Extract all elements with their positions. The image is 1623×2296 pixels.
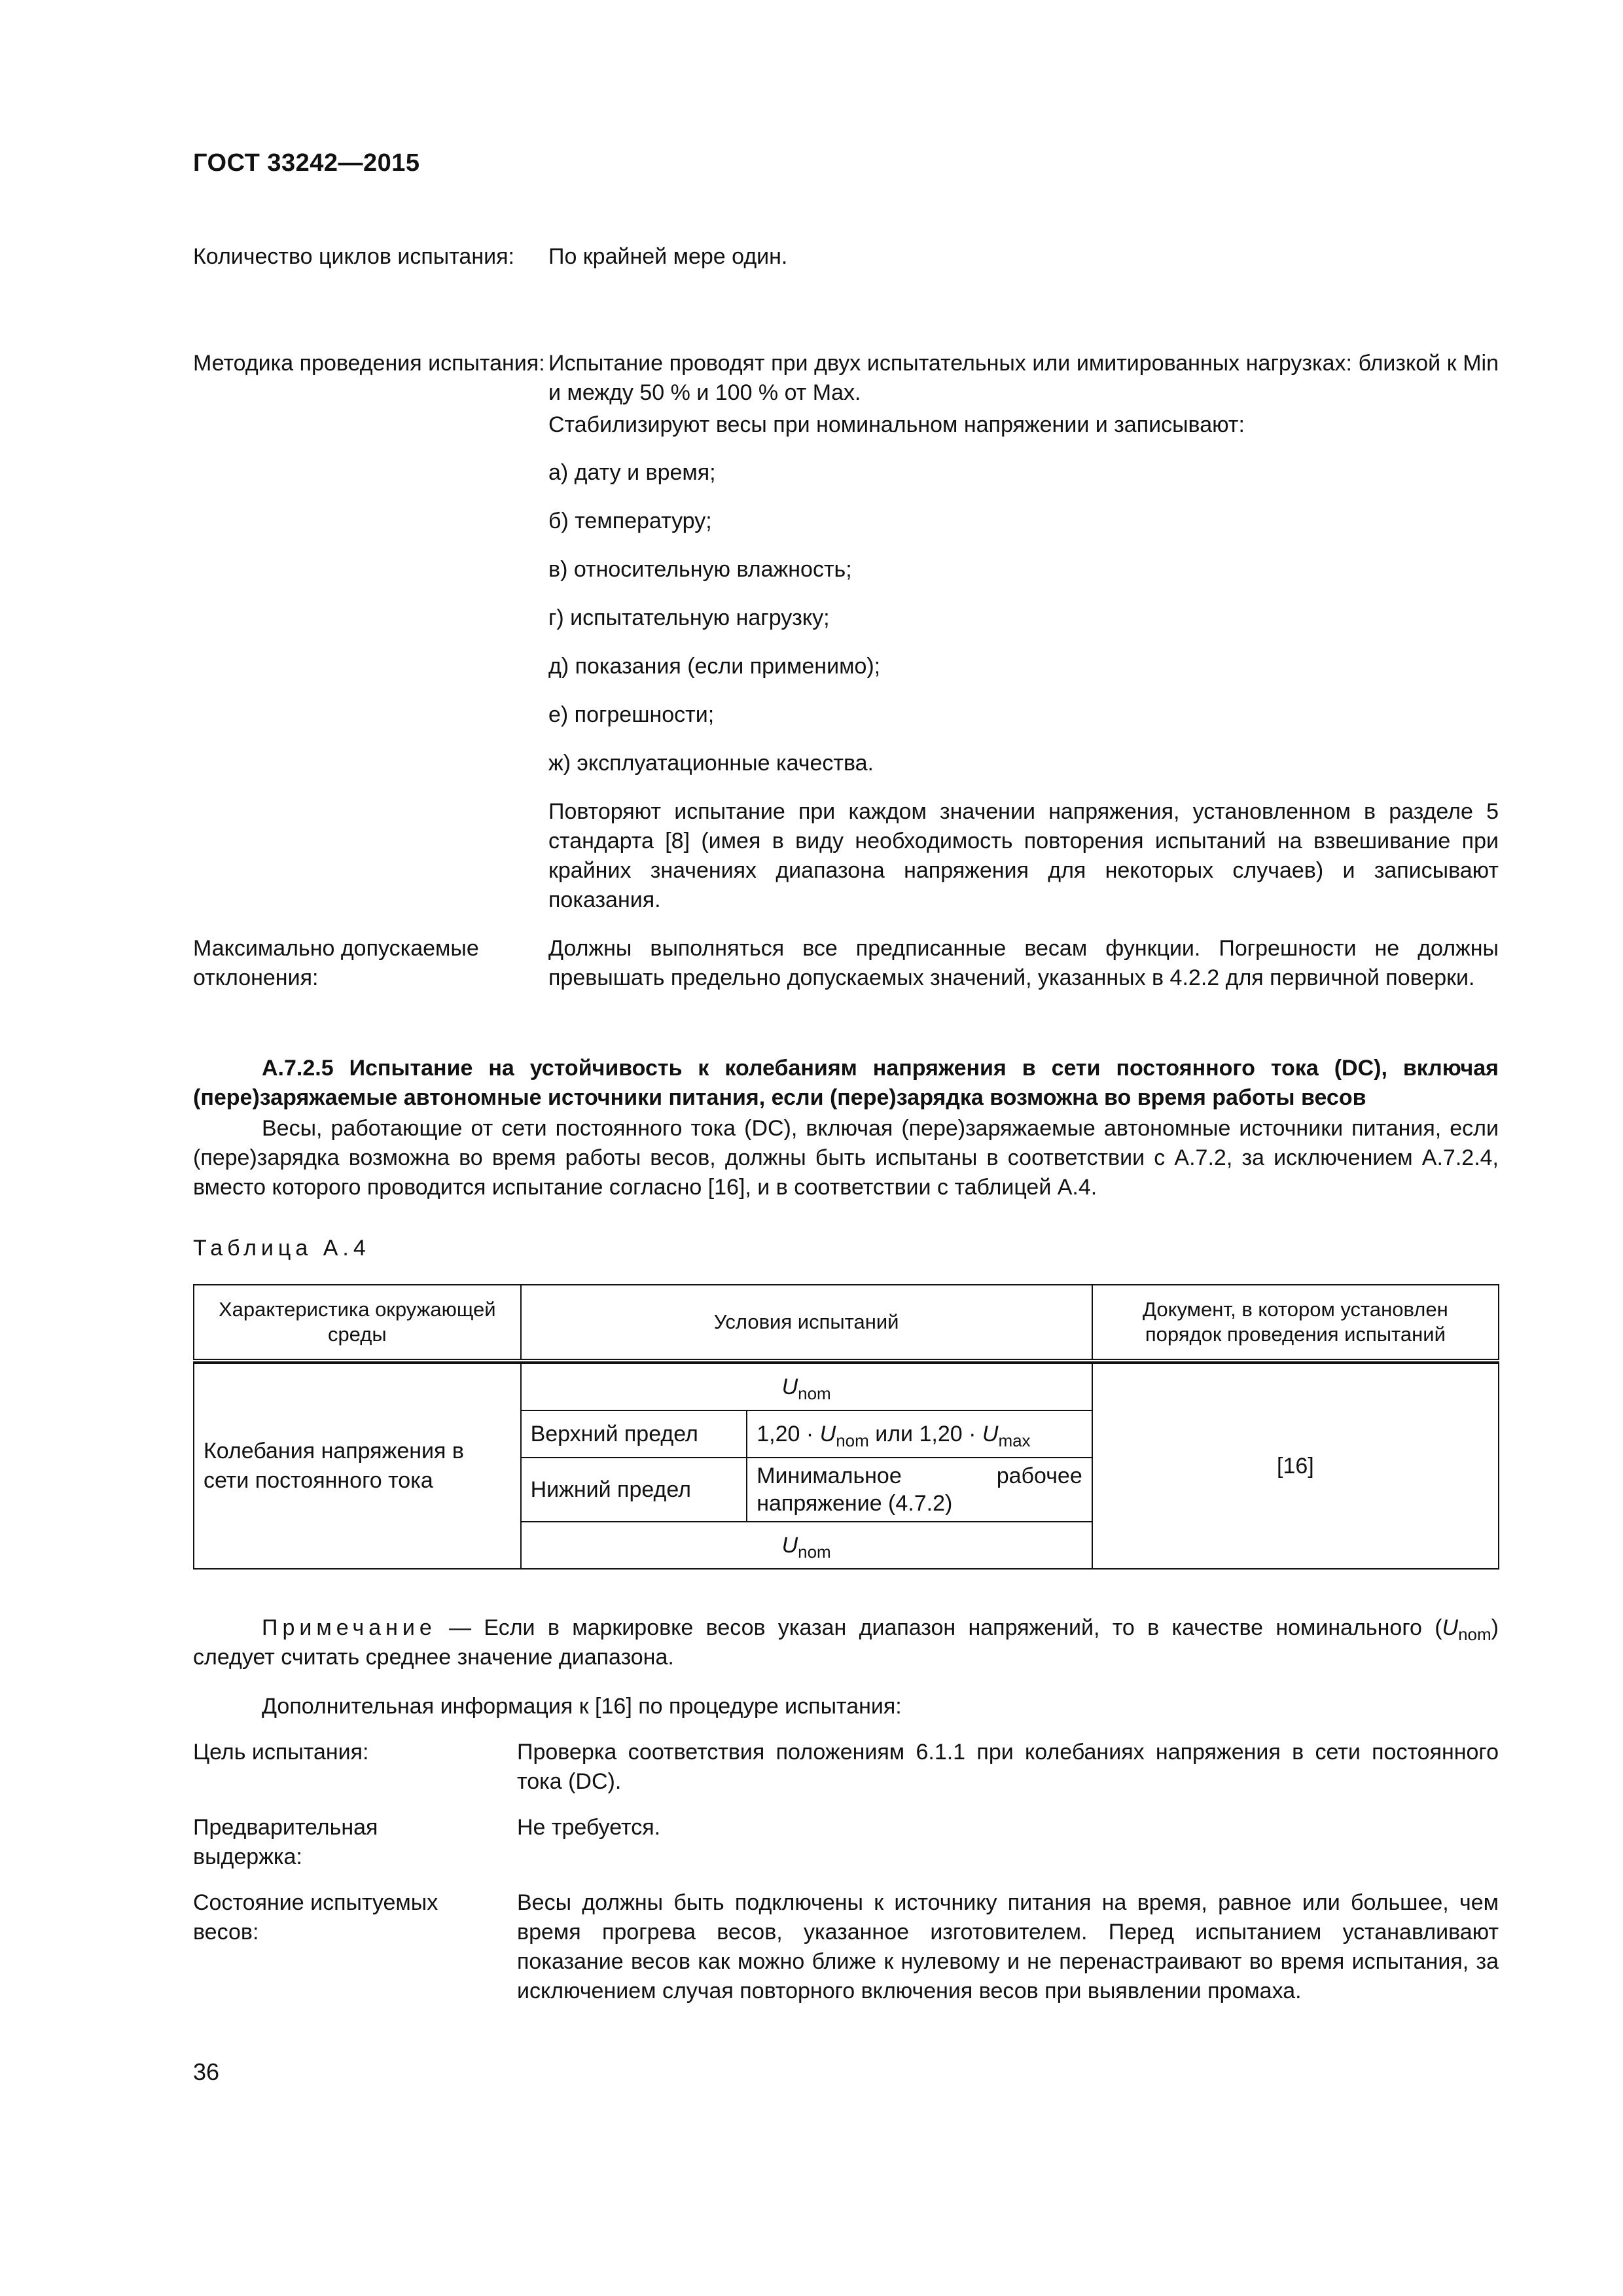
table-cell-upper-limit-label: Верхний предел — [521, 1410, 747, 1458]
cycles-label: Количество циклов испытания: — [193, 244, 514, 269]
document-header: ГОСТ 33242—2015 — [193, 149, 420, 177]
table-caption: Таблица А.4 — [193, 1236, 370, 1261]
table-cell-unom-bottom: $U_{nom}$ — [521, 1522, 1092, 1569]
section-text: Весы, работающие от сети постоянного тока (DC), включая (пере)заряжаемые автономные источники питания, если (пере)зарядка возможна во время работы весов, должны быть испытаны в соответствии с А.7.2, за исключением А.7.2.4, вместо которого проводится испытание согласно [16], и в соответствии с таблицей А.4. — [193, 1116, 1499, 1200]
section-heading: А.7.2.5 Испытание на устойчивость к колебаниям напряжения в сети постоянного тока (DC), включая (пере)заряжаемые автономные источники питания, если (пере)зарядка возможна во время работы весов — [193, 1056, 1499, 1110]
purpose-label: Цель испытания: — [193, 1740, 369, 1765]
method-item: ж) эксплуатационные качества. — [548, 751, 874, 776]
method-paragraph-1: Испытание проводят при двух испытательных или имитированных нагрузках: близкой к Min и между 50 % и 100 % от Max. — [548, 351, 1499, 405]
max-deviation-value: Должны выполняться все предписанные весам функции. Погрешности не должны превышать предельно допускаемых значений, указанных в 4.2.2 для первичной поверки. — [548, 936, 1499, 990]
method-label: Методика проведения испытания: — [193, 351, 545, 376]
table-a4 — [193, 1284, 1499, 1570]
table-note: Примечание — Если в маркировке весов указан диапазон напряжений, то в качестве номинального $(U_{nom})$ следует считать среднее значение диапазона. — [193, 1615, 1499, 1670]
method-item: г) испытательную нагрузку; — [548, 605, 830, 630]
table-header-document: Документ, в котором установлен порядок проведения испытаний — [1092, 1285, 1499, 1361]
table-header-environment: Характеристика окружающей среды — [194, 1285, 521, 1361]
max-deviation-label: Максимально допускаемые отклонения: — [193, 936, 479, 990]
table-header-conditions: Условия испытаний — [521, 1285, 1092, 1361]
method-item: в) относительную влажность; — [548, 557, 852, 582]
state-value: Весы должны быть подключены к источнику питания на время, равное или большее, чем время прогрева весов, указанное изготовителем. Перед испытанием устанавливают показание весов как можно ближе к нулевому и не перенастраивают во время испытания, за исключением случая повторного включения весов при выявлении промаха. — [517, 1890, 1499, 2003]
method-item: а) дату и время; — [548, 460, 716, 485]
extra-info: Дополнительная информация к [16] по процедуре испытания: — [262, 1694, 902, 1719]
table-cell-environment: Колебания напряжения в сети постоянного тока — [194, 1363, 521, 1569]
precondition-value: Не требуется. — [517, 1815, 661, 1840]
table-cell-doc-ref: [16] — [1092, 1363, 1499, 1569]
precondition-label: Предварительная выдержка: — [193, 1815, 378, 1869]
method-item: е) погрешности; — [548, 702, 715, 727]
page-number: 36 — [193, 2058, 220, 2085]
purpose-value: Проверка соответствия положениям 6.1.1 при колебаниях напряжения в сети постоянного тока (DC). — [517, 1740, 1499, 1794]
cycles-value: По крайней мере один. — [548, 244, 788, 269]
method-item: б) температуру; — [548, 509, 712, 533]
table-cell-lower-limit-label: Нижний предел — [521, 1458, 747, 1522]
table-cell-upper-limit-value: $1,20 \cdot U_{nom}$ или $1,20 \cdot U_{max}$ — [747, 1410, 1092, 1458]
method-paragraph-3: Повторяют испытание при каждом значении напряжения, установленном в разделе 5 стандарта [8] (имея в виду необходимость повторения испытаний на взвешивание при крайних значениях диапазона напряжения для некоторых случаев) и записывают показания. — [548, 799, 1499, 912]
table-cell-unom-top: $U_{nom}$ — [521, 1363, 1092, 1410]
method-paragraph-2: Стабилизируют весы при номинальном напряжении и записывают: — [548, 412, 1245, 437]
table-cell-lower-limit-value: Минимальное рабочее напряжение (4.7.2) — [747, 1458, 1092, 1522]
state-label: Состояние испытуемых весов: — [193, 1890, 438, 1945]
method-item: д) показания (если применимо); — [548, 654, 881, 679]
